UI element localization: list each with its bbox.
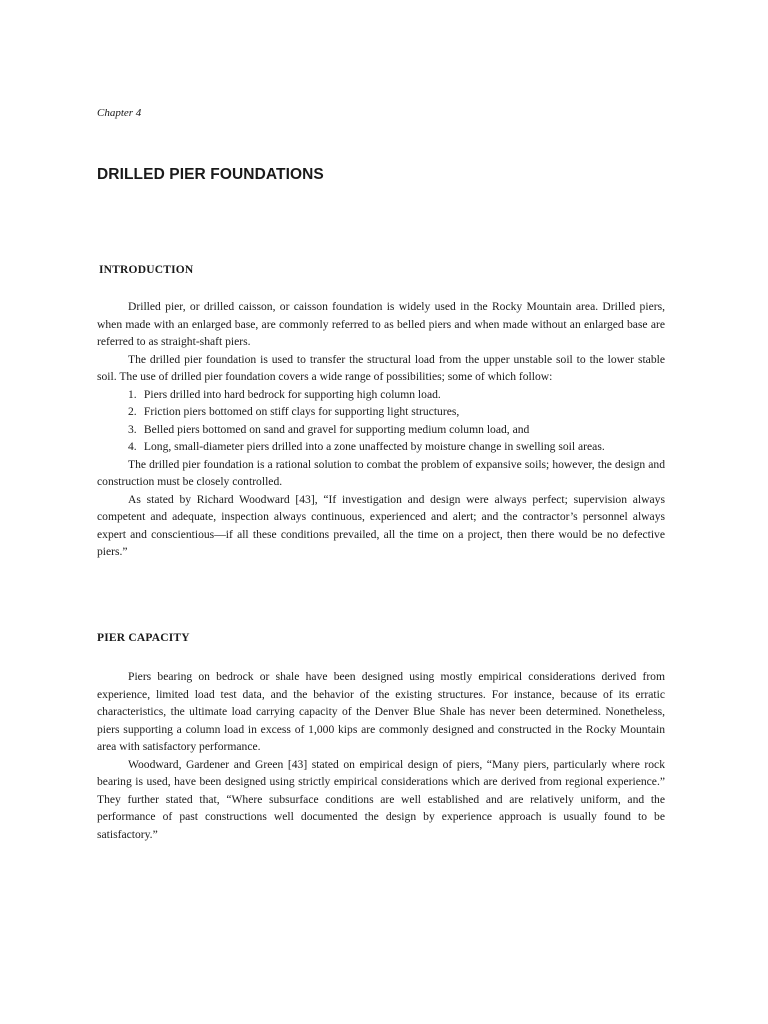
intro-paragraph-3: The drilled pier foundation is a rational solution to combat the problem of expansive soils; however, the design and construction must be closely controlled. bbox=[97, 457, 665, 488]
introduction-section bbox=[97, 298, 665, 561]
list-item bbox=[97, 421, 665, 439]
intro-paragraph-4: As stated by Richard Woodward [43], “If investigation and design were always perfect; supervision always competent and adequate, inspection always continuous, experienced and alert; and the contractor’s personnel always expert and conscientious—if all these conditions prevailed, all the time on a project, then there would be no defective piers.” bbox=[97, 492, 665, 558]
intro-paragraph-2: The drilled pier foundation is used to transfer the structural load from the upper unstable soil to the lower stable soil. The use of drilled pier foundation covers a wide range of possibilities; some of which follow: bbox=[97, 352, 665, 383]
list-item-text: Belled piers bottomed on sand and gravel for supporting medium column load, and bbox=[143, 422, 530, 436]
pier-capacity-section bbox=[97, 668, 665, 843]
list-item bbox=[97, 403, 665, 421]
pier-types-list bbox=[97, 386, 665, 456]
list-item-number: 1. bbox=[128, 387, 137, 401]
list-item-number: 2. bbox=[128, 405, 137, 418]
pier-capacity-paragraph-2: Woodward, Gardener and Green [43] stated on empirical design of piers, “Many piers, particularly where rock bearing is used, have been designed using strictly empirical considerations which are derived from regional experience.” They further stated that, “Where subsurface conditions are well established and are relatively uniform, and the performance of past constructions well documented the design by experience approach is usually found to be satisfactory.” bbox=[97, 757, 665, 841]
pier-capacity-heading: PIER CAPACITY bbox=[97, 632, 190, 644]
page-title: DRILLED PIER FOUNDATIONS bbox=[97, 166, 324, 183]
list-item bbox=[97, 386, 665, 404]
list-item-number: 4. bbox=[128, 440, 137, 453]
list-item bbox=[97, 438, 665, 456]
intro-paragraph-1: Drilled pier, or drilled caisson, or caisson foundation is widely used in the Rocky Mountain area. Drilled piers, when made with an enlarged base, are commonly referred to as belled piers and when made without an enlarged base are referred to as straight-shaft piers. bbox=[97, 300, 665, 348]
list-item-number: 3. bbox=[128, 422, 137, 436]
pier-capacity-paragraph-1: Piers bearing on bedrock or shale have been designed using mostly empirical considerations derived from experience, limited load test data, and the behavior of the existing structures. For instance, because of its erratic characteristics, the ultimate load carrying capacity of the Denver Blue Shale has never been determined. Nonetheless, piers supporting a column load in excess of 1,000 kips are commonly designed and constructed in the Rocky Mountain area with satisfactory performance. bbox=[97, 670, 665, 753]
list-item-text: Long, small-diameter piers drilled into a zone unaffected by moisture change in swelling soil areas. bbox=[143, 440, 605, 453]
list-item-text: Friction piers bottomed on stiff clays for supporting light structures, bbox=[143, 405, 460, 418]
chapter-label: Chapter 4 bbox=[97, 107, 142, 119]
list-item-text: Piers drilled into hard bedrock for supporting high column load. bbox=[143, 387, 441, 401]
introduction-heading: INTRODUCTION bbox=[99, 264, 194, 276]
